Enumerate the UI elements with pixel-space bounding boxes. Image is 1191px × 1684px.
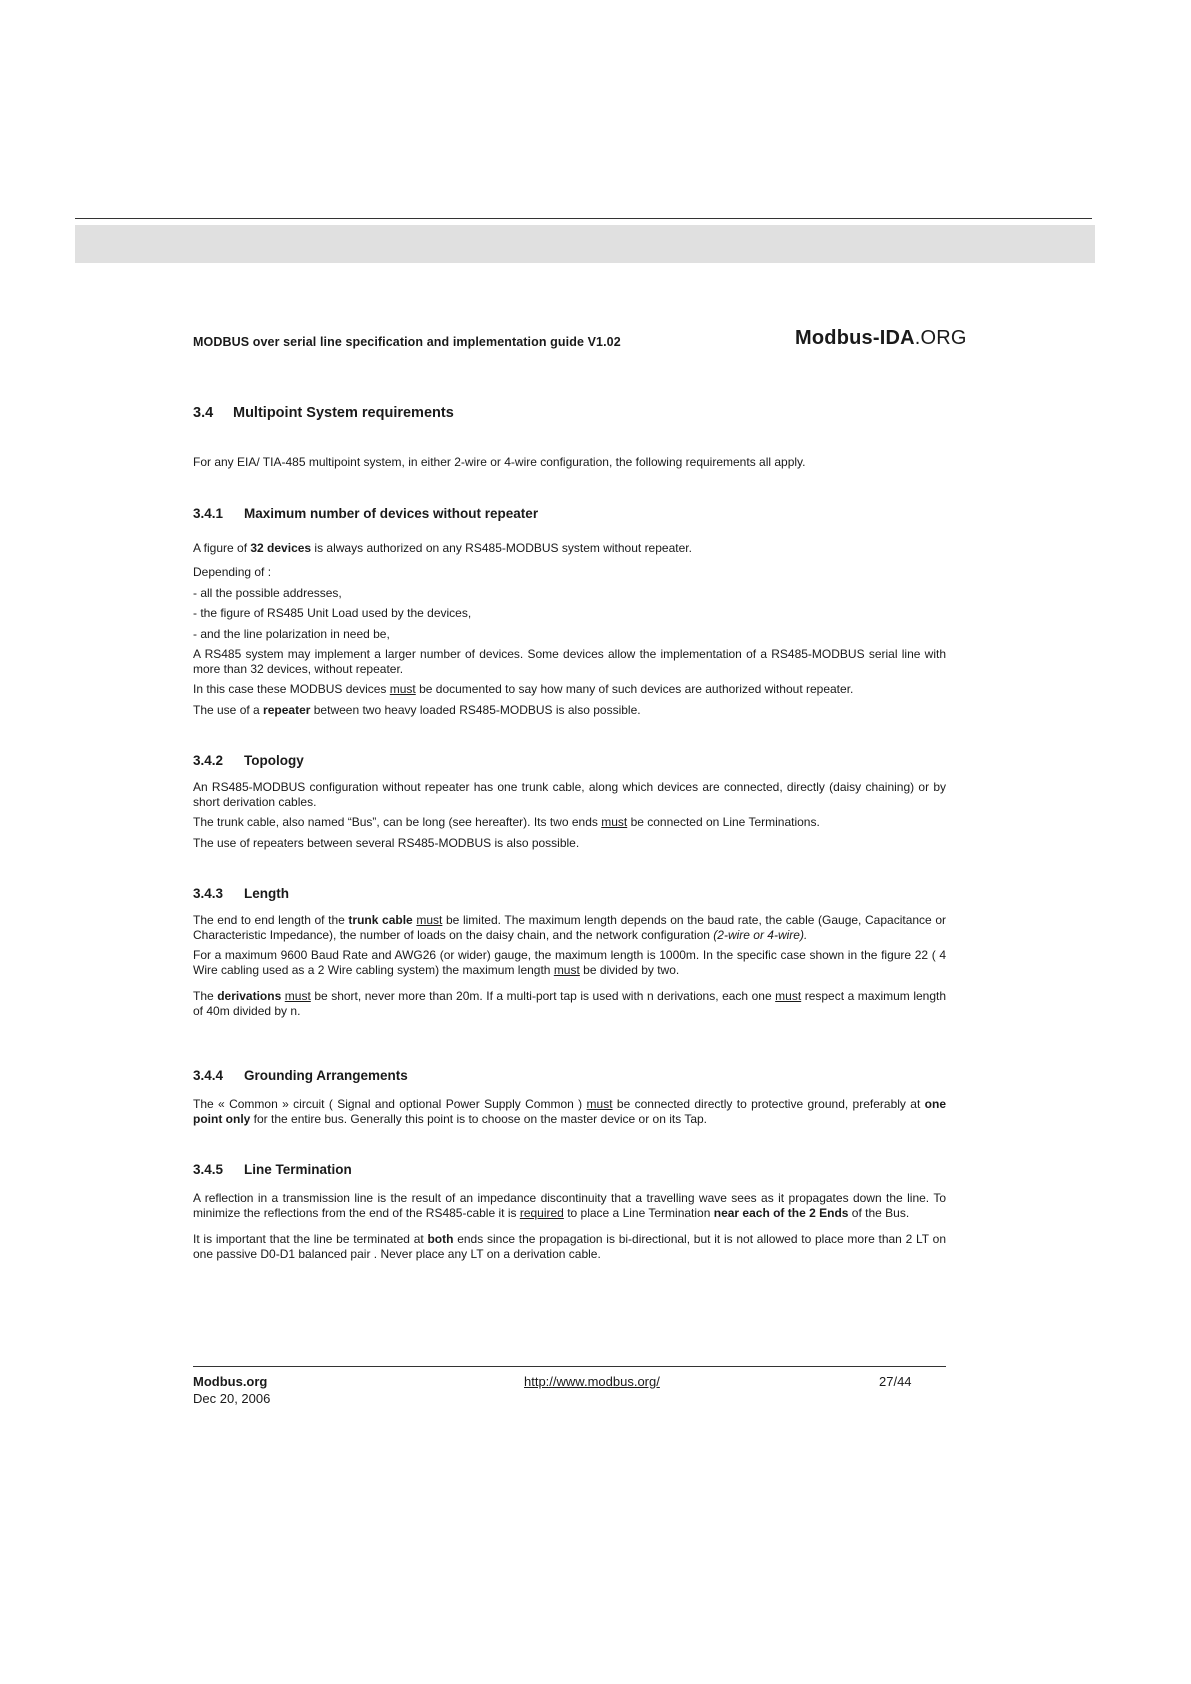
paragraph: In this case these MODBUS devices must be documented to say how many of such devices are authorized without repeater. bbox=[193, 682, 854, 696]
paragraph: The derivations must be short, never more than 20m. If a multi-port tap is used with n derivations, each one must respect a maximum length of 40m divided by n. bbox=[193, 989, 947, 1018]
paragraph: A figure of 32 devices is always authorized on any RS485-MODBUS system without repeater. bbox=[193, 540, 692, 555]
section-3-4-1 bbox=[193, 506, 946, 718]
paragraph: The end to end length of the trunk cable must be limited. The maximum length depends on the baud rate, the cable (Gauge, Capacitance or Characteristic Impedance), the number of loads on the daisy chain, and the network configuration (2-wire or 4-wire). bbox=[193, 913, 946, 942]
list-item: - the figure of RS485 Unit Load used by the devices, bbox=[193, 606, 472, 620]
section-3-4-1-heading: 3.4.1 Maximum number of devices without repeater bbox=[193, 505, 539, 521]
paragraph: Depending of : bbox=[193, 565, 272, 579]
paragraph: It is important that the line be terminated at both ends since the propagation is bi-directional, but it is not allowed to place more than 2 LT on one passive D0-D1 balanced pair . Never place any LT on a derivation cable. bbox=[193, 1232, 946, 1261]
section-3-4-2 bbox=[193, 753, 946, 850]
paragraph: For a maximum 9600 Baud Rate and AWG26 (or wider) gauge, the maximum length is 1000m. In the specific case shown in the figure 22 ( 4 Wire cabling used as a 2 Wire cabling system) the maximum length must be divided by two. bbox=[193, 948, 946, 977]
list-item: - and the line polarization in need be, bbox=[193, 626, 390, 641]
section-3-4-3 bbox=[193, 886, 946, 1018]
section-3-4-5-heading: 3.4.5 Line Termination bbox=[193, 1162, 352, 1177]
section-3-4-3-heading: 3.4.3 Length bbox=[193, 886, 289, 901]
brand-logo-text: Modbus-IDA.ORG bbox=[795, 327, 967, 349]
document-title: MODBUS over serial line specification and implementation guide V1.02 bbox=[193, 335, 621, 349]
list-item: - all the possible addresses, bbox=[193, 585, 342, 600]
section-3-4-intro: For any EIA/ TIA-485 multipoint system, in either 2-wire or 4-wire configuration, the following requirements all apply. bbox=[193, 455, 806, 469]
section-3-4-4-heading: 3.4.4 Grounding Arrangements bbox=[193, 1068, 408, 1083]
footer-org: Modbus.org bbox=[193, 1374, 268, 1389]
paragraph: An RS485-MODBUS configuration without repeater has one trunk cable, along which devices are connected, directly (daisy chaining) or by short derivation cables. bbox=[193, 780, 946, 809]
paragraph: The trunk cable, also named “Bus”, can be long (see hereafter). Its two ends must be connected on Line Terminations. bbox=[193, 815, 820, 829]
page-number: 27/44 bbox=[879, 1374, 912, 1389]
footer-rule bbox=[193, 1366, 946, 1367]
paragraph: A RS485 system may implement a larger number of devices. Some devices allow the implementation of a RS485-MODBUS serial line with more than 32 devices, without repeater. bbox=[193, 647, 946, 676]
top-gray-band bbox=[75, 225, 1095, 263]
paragraph: The use of a repeater between two heavy loaded RS485-MODBUS is also possible. bbox=[193, 702, 641, 717]
section-3-4-heading: 3.4 Multipoint System requirements bbox=[193, 405, 454, 421]
section-3-4-4 bbox=[193, 1068, 946, 1126]
paragraph: The « Common » circuit ( Signal and optional Power Supply Common ) must be connected directly to protective ground, preferably at one point only for the entire bus. Generally this point is to choose on the master device or on its Tap. bbox=[193, 1097, 946, 1126]
page-content bbox=[193, 405, 946, 1267]
paragraph: The use of repeaters between several RS485-MODBUS is also possible. bbox=[193, 835, 580, 850]
footer-url-link[interactable]: http://www.modbus.org/ bbox=[524, 1374, 660, 1389]
section-3-4-2-heading: 3.4.2 Topology bbox=[193, 753, 304, 768]
top-rule bbox=[75, 218, 1092, 219]
footer-date: Dec 20, 2006 bbox=[193, 1391, 271, 1406]
section-3-4-5 bbox=[193, 1162, 946, 1261]
paragraph: A reflection in a transmission line is the result of an impedance discontinuity that a travelling wave sees as it propagates down the line. To minimize the reflections from the end of the RS485-cable it is required to place a Line Termination near each of the 2 Ends of the Bus. bbox=[193, 1191, 946, 1220]
